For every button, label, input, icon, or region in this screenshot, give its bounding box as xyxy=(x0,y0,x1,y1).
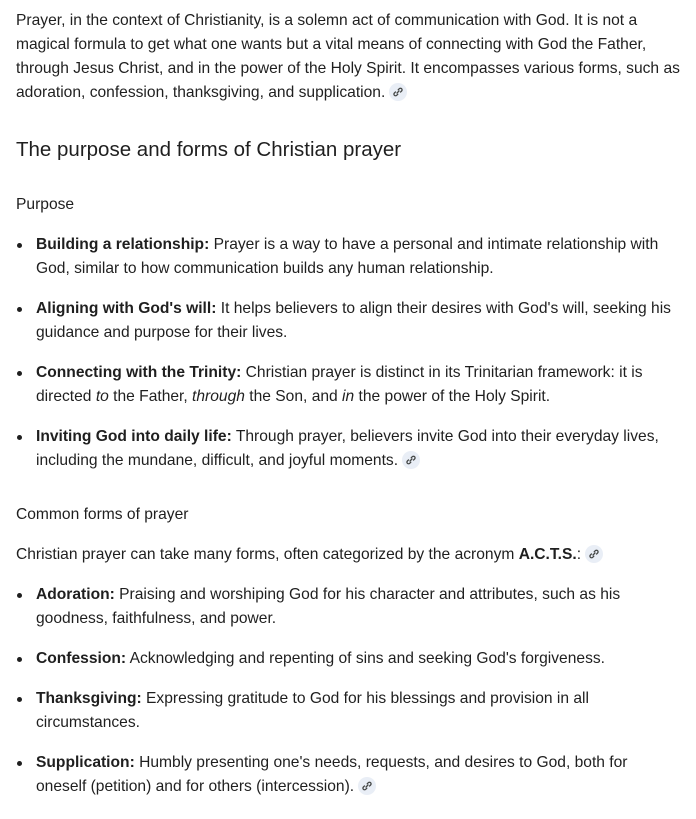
intro-paragraph xyxy=(16,9,682,105)
link-icon xyxy=(588,548,600,560)
acronym: A.C.T.S. xyxy=(518,546,577,563)
list-item xyxy=(16,751,682,799)
section-title: The purpose and forms of Christian prayer xyxy=(16,138,402,161)
link-icon xyxy=(361,780,373,792)
link-icon xyxy=(392,86,404,98)
list-item-text: Praising and worshiping God for his character and attributes, such as his goodness, faithfulness, and power. xyxy=(36,586,621,627)
list-item-term: Confession: xyxy=(36,650,127,667)
list-item-text: Humbly presenting one's needs, requests, and desires to God, both for oneself (petition) and for others (intercession). xyxy=(36,754,628,795)
list-item-text: the Son, and xyxy=(244,388,343,405)
link-icon xyxy=(405,454,417,466)
emphasis-in: in xyxy=(342,388,355,405)
list-item xyxy=(16,361,682,409)
list-item xyxy=(16,425,682,473)
list-item-term: Thanksgiving: xyxy=(36,690,142,707)
source-link-icon[interactable] xyxy=(389,83,407,101)
list-item xyxy=(16,647,682,671)
list-item-text: Through prayer, believers invite God into their everyday lives, including the mundane, difficult, and joyful moments. xyxy=(36,428,659,469)
list-item-text: Acknowledging and repenting of sins and seeking God's forgiveness. xyxy=(126,650,606,667)
forms-heading: Common forms of prayer xyxy=(16,506,189,523)
list-item-term: Aligning with God's will: xyxy=(36,300,217,317)
forms-lead-paragraph xyxy=(16,543,682,567)
list-item xyxy=(16,297,682,345)
forms-lead-text: Christian prayer can take many forms, often categorized by the acronym xyxy=(16,546,519,563)
list-item-text: Prayer is a way to have a personal and intimate relationship with God, similar to how communication builds any human relationship. xyxy=(36,236,659,277)
emphasis-to: to xyxy=(95,388,109,405)
list-item-text: the Father, xyxy=(108,388,193,405)
list-item-term: Adoration: xyxy=(36,586,115,603)
list-item-term: Supplication: xyxy=(36,754,135,771)
forms-lead-suffix: : xyxy=(576,546,582,563)
purpose-heading: Purpose xyxy=(16,196,75,213)
intro-text: Prayer, in the context of Christianity, is a solemn act of communication with God. It is not a magical formula to get what one wants but a vital means of connecting with God the Father, through Jesus Christ, and in the power of the Holy Spirit. It encompasses various forms, such as adoration, confession, thanksgiving, and supplication. xyxy=(16,12,680,101)
source-link-icon[interactable] xyxy=(585,545,603,563)
list-item-text: the power of the Holy Spirit. xyxy=(354,388,551,405)
list-item-term: Inviting God into daily life: xyxy=(36,428,232,445)
source-link-icon[interactable] xyxy=(402,451,420,469)
source-link-icon[interactable] xyxy=(358,777,376,795)
list-item xyxy=(16,233,682,281)
list-item xyxy=(16,583,682,631)
purpose-list xyxy=(16,233,682,473)
list-item-term: Connecting with the Trinity: xyxy=(36,364,242,381)
list-item-text: It helps believers to align their desires with God's will, seeking his guidance and purpose for their lives. xyxy=(36,300,671,341)
list-item-text: Expressing gratitude to God for his blessings and provision in all circumstances. xyxy=(36,690,589,731)
emphasis-through: through xyxy=(192,388,245,405)
forms-list xyxy=(16,583,682,799)
list-item-text: Christian prayer is distinct in its Trinitarian framework: it is directed xyxy=(36,364,643,405)
list-item xyxy=(16,687,682,735)
list-item-term: Building a relationship: xyxy=(36,236,210,253)
